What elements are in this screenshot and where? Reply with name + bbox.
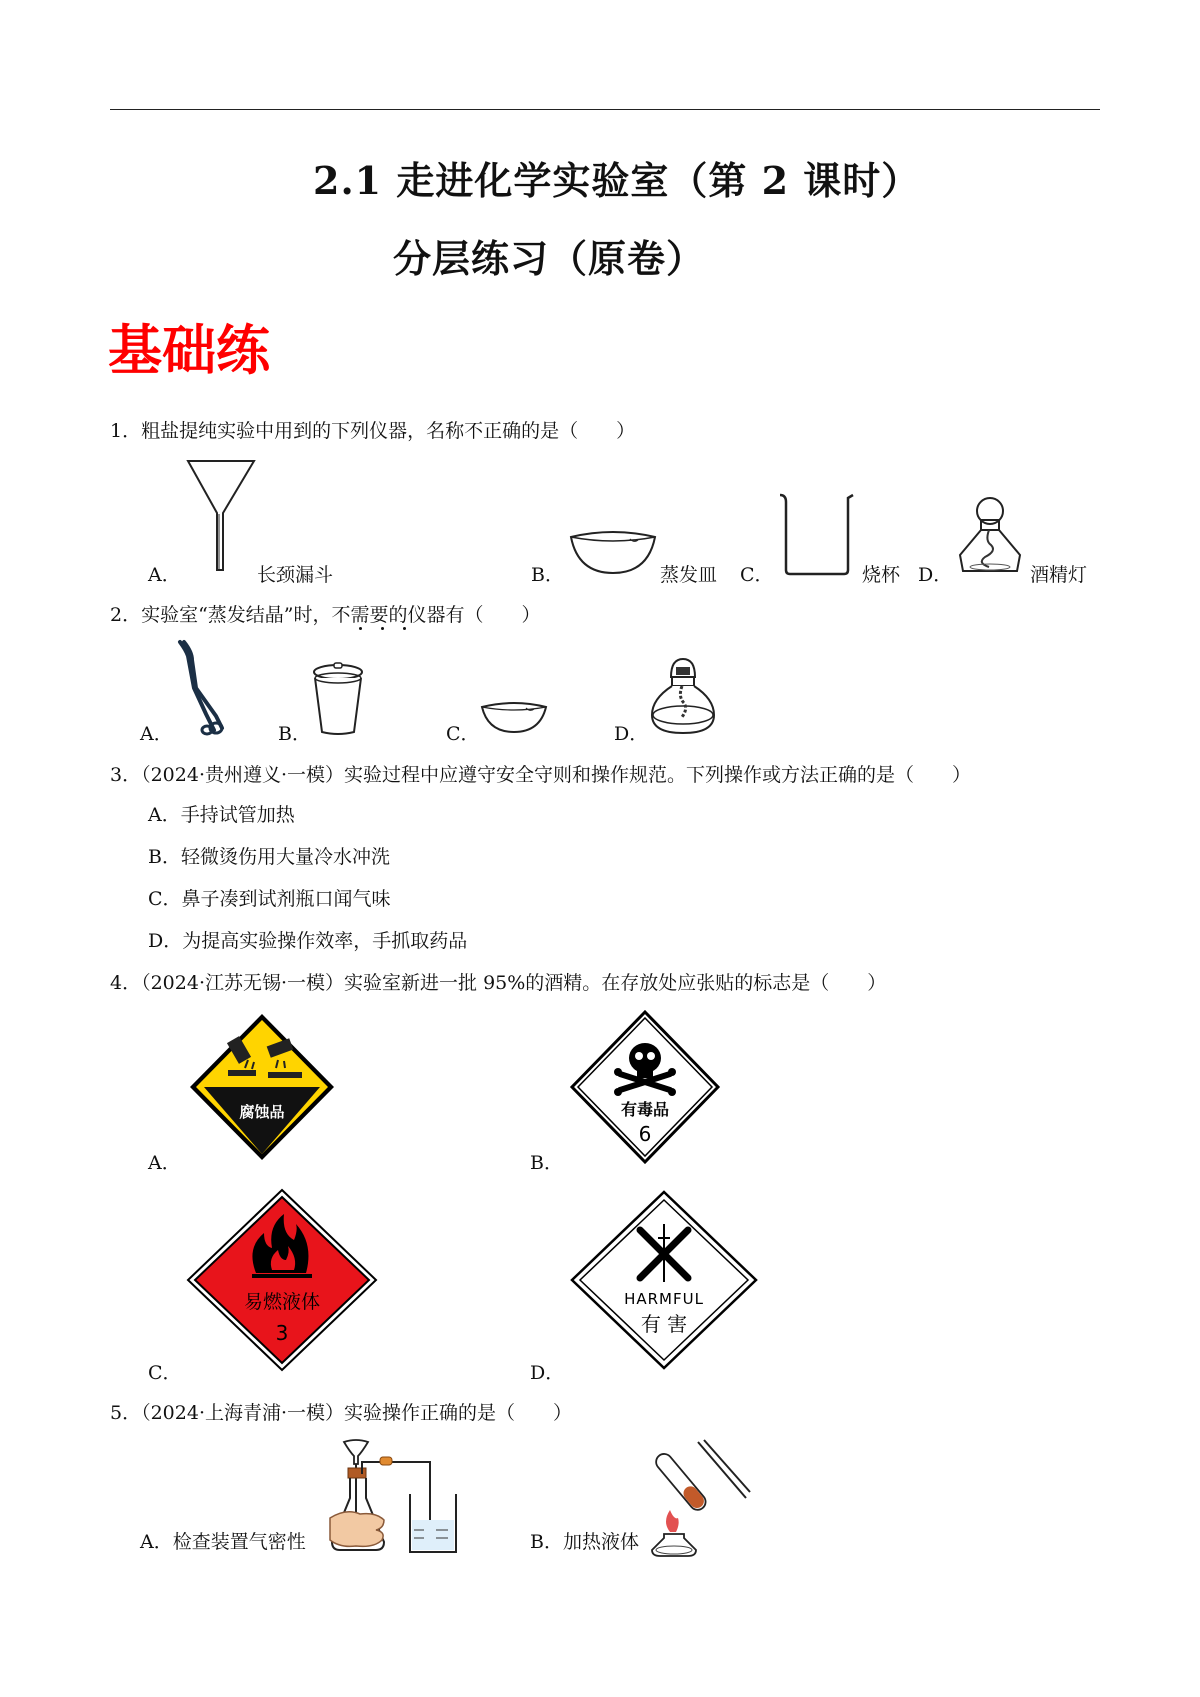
question-text: （2024·贵州遵义·一模）实验过程中应遵守安全守则和操作规范。下列操作或方法正确的是（ ）	[141, 764, 972, 786]
option-label: 鼻子凑到试剂瓶口闻气味	[181, 888, 391, 910]
funnel-icon	[185, 458, 257, 573]
evaporating-dish-icon	[480, 702, 548, 734]
q4-option-b-letter[interactable]: B．	[530, 1152, 563, 1174]
sign-text: 腐蚀品	[239, 1103, 285, 1121]
option-label: 加热液体	[562, 1531, 639, 1553]
option-letter: B．	[530, 1531, 563, 1553]
question-3	[110, 760, 971, 787]
question-text: （2024·江苏无锡·一模）实验室新进一批 95%的酒精。在存放处应张贴的标志是（ ）	[141, 972, 887, 994]
q2-option-d-letter[interactable]: D．	[614, 723, 649, 745]
emphasis-dot	[359, 627, 362, 630]
q3-option-c[interactable]	[148, 884, 391, 911]
sign-text: 易燃液体	[243, 1291, 321, 1313]
q4-option-a-letter[interactable]: A．	[148, 1152, 181, 1174]
question-number: 2．	[110, 604, 142, 626]
q5-option-b[interactable]	[530, 1527, 639, 1554]
emphasis-dot	[381, 627, 384, 630]
option-letter: D．	[148, 930, 183, 952]
flammable-liquid-sign-icon	[186, 1188, 378, 1372]
page-subtitle: 分层练习（原卷）	[393, 236, 706, 281]
option-letter: A．	[140, 1531, 173, 1553]
q2-option-b-letter[interactable]: B．	[278, 723, 311, 745]
option-label: 轻微烫伤用大量冷水冲洗	[180, 846, 390, 868]
sign-text: 有 害	[640, 1312, 688, 1336]
beaker-icon	[777, 492, 857, 576]
q3-option-d[interactable]	[148, 926, 467, 953]
option-label: 检查装置气密性	[172, 1531, 306, 1553]
q1-option-a-letter[interactable]: A．	[148, 564, 181, 586]
q2-option-a-letter[interactable]: A．	[140, 723, 173, 745]
emphasis-dot	[403, 627, 406, 630]
q1-option-d-letter[interactable]: D．	[918, 564, 953, 586]
q1-option-a-label: 长颈漏斗	[257, 564, 334, 586]
option-letter: A．	[148, 804, 181, 826]
q3-option-a[interactable]	[148, 800, 295, 827]
question-number: 4．	[110, 972, 142, 994]
page-title: 2.1 走进化学实验室（第 2 课时）	[313, 158, 921, 203]
question-text: 实验室“蒸发结晶”时，不需要的仪器有（ ）	[141, 604, 541, 626]
question-1	[110, 416, 635, 443]
airtightness-check-icon	[326, 1438, 472, 1556]
q1-option-c-label: 烧杯	[862, 564, 901, 586]
option-label: 手持试管加热	[180, 804, 295, 826]
option-letter: C．	[148, 888, 182, 910]
section-title: 基础练	[108, 319, 270, 382]
option-letter: B．	[148, 846, 181, 868]
sign-text-en: HARMFUL	[624, 1290, 704, 1308]
question-number: 5．	[110, 1402, 142, 1424]
sign-number: 3	[275, 1321, 289, 1345]
question-text: （2024·上海青浦·一模）实验操作正确的是（ ）	[141, 1402, 573, 1424]
q5-option-a[interactable]	[140, 1527, 306, 1554]
q1-option-c-letter[interactable]: C．	[740, 564, 774, 586]
q1-option-d-label: 酒精灯	[1030, 564, 1088, 586]
q1-option-b-label: 蒸发皿	[660, 564, 718, 586]
q4-option-c-letter[interactable]: C．	[148, 1362, 182, 1384]
q3-option-b[interactable]	[148, 842, 390, 869]
question-number: 3．	[110, 764, 142, 786]
sign-text: 有毒品	[620, 1100, 670, 1119]
q1-option-b-letter[interactable]: B．	[531, 564, 564, 586]
question-number: 1．	[110, 420, 142, 442]
sign-number: 6	[638, 1122, 652, 1146]
header-rule	[110, 109, 1100, 110]
evaporating-dish-icon	[568, 531, 658, 577]
alcohol-lamp-icon	[648, 655, 718, 737]
heating-liquid-icon	[646, 1438, 750, 1558]
question-4	[110, 968, 886, 995]
question-2	[110, 600, 541, 627]
crucible-tongs-icon	[172, 640, 232, 736]
option-label: 为提高实验操作效率，手抓取药品	[182, 930, 468, 952]
toxic-sign-icon	[570, 1010, 720, 1164]
question-5	[110, 1398, 572, 1425]
crucible-icon	[310, 662, 366, 736]
question-text: 粗盐提纯实验中用到的下列仪器，名称不正确的是（ ）	[141, 420, 636, 442]
corrosive-sign-icon	[188, 1012, 336, 1162]
harmful-sign-icon	[568, 1188, 760, 1372]
q4-option-d-letter[interactable]: D．	[530, 1362, 565, 1384]
alcohol-lamp-icon	[955, 493, 1025, 577]
q2-option-c-letter[interactable]: C．	[446, 723, 480, 745]
